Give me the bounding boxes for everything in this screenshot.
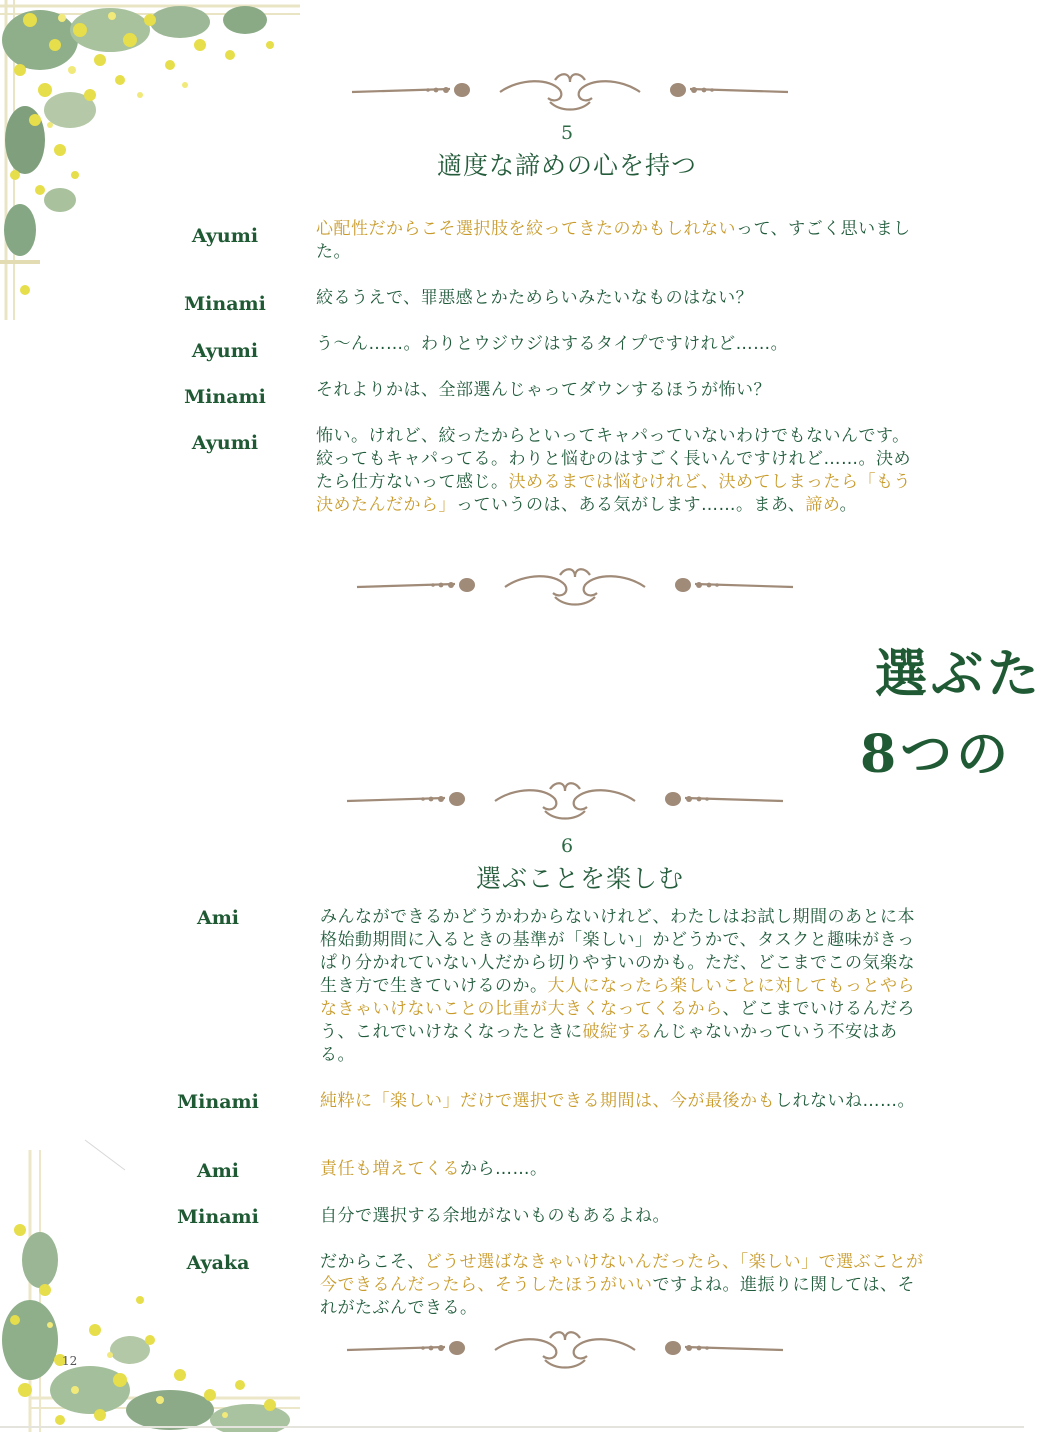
page-number: 12 [62,1354,78,1368]
speech-text [320,1251,926,1320]
chapter-heading: 選ぶた [875,644,1043,705]
speaker-name: Minami [177,1091,259,1113]
flourish-divider-icon [350,68,790,114]
speaker-name: Minami [177,1206,259,1228]
mimosa-corner-top-left [0,0,300,320]
speech-text [316,333,926,356]
speaker-name: Ayumi [191,225,259,247]
speaker-name: Ami [196,1160,240,1182]
section-number: 6 [560,835,574,857]
section-number: 5 [560,122,574,144]
highlighted-text: どうせ選ばなきゃいけないんだったら、「楽しい」で選ぶことが今できるんだったら、そうしたほうがいい [320,1252,924,1295]
section-title: 選ぶことを楽しむ [475,864,684,893]
flourish-divider-icon [355,563,795,609]
highlighted-text: 破綻する [582,1022,653,1042]
bottom-border [0,1426,1024,1428]
body-text: 絞るうえで、罪悪感とかためらいみたいなものはない？ [316,288,754,308]
body-text: 、どこまでいけるんだろう、これでいけなくなったときに [320,999,915,1042]
speech-text [320,1205,926,1228]
body-text: ですよね。進振りに関しては、それがたぶんできる。 [320,1275,915,1318]
body-text: 。 [839,495,858,515]
speaker-name: Ayumi [191,340,259,362]
body-text: しれないね……。 [775,1091,915,1111]
body-text: う～ん……。わりとウジウジはするタイプですけれど……。 [316,334,789,354]
body-text: んじゃないかっていう不安はある。 [320,1022,898,1065]
flourish-divider-icon [345,777,785,823]
highlighted-text: 決めるまでは悩むけれど、決めてしまったら「もう決めたんだから」 [316,472,911,515]
speaker-name: Ayaka [186,1252,250,1274]
section-title: 適度な諦めの心を持つ [436,151,697,180]
body-text: だからこそ、 [320,1252,425,1272]
speech-text [316,425,926,517]
body-text: っていうのは、ある気がします……。まあ、 [456,495,806,515]
speaker-name: Minami [184,386,266,408]
speaker-name: Ayumi [191,432,259,454]
body-text: って、すごく思いました。 [316,219,911,262]
highlighted-text: 責任も増えてくる [320,1159,460,1179]
body-text: 怖い。けれど、絞ったからといってキャパっていないわけでもないんです。絞ってもキャパってる。わりと悩むのはすごく長いんですけれど……。決めたら仕方ないって感じ。 [316,426,911,492]
speech-text [316,287,926,310]
body-text: みんなができるかどうかわからないけれど、わたしはお試し期間のあとに本格始動期間に入るときの基準が「楽しい」かどうかで、タスクと趣味がきっぱり分かれていない人だから切りやすいのかも。ただ、どこまでこの気楽な生き方で生きていけるのか。 [320,907,915,996]
mimosa-corner-bottom-left [0,1140,310,1432]
speech-text [320,1090,926,1113]
highlighted-text: 純粋に「楽しい」だけで選択できる期間は、今が最後かも [320,1091,775,1111]
speaker-name: Ami [196,907,240,929]
chapter-subheading: 8つの [860,724,1013,785]
highlighted-text: 諦め [805,495,840,515]
body-text: 自分で選択する余地がないものもあるよね。 [320,1206,670,1226]
speaker-name: Minami [184,293,266,315]
body-text: それよりかは、全部選んじゃってダウンするほうが怖い？ [316,380,771,400]
body-text: から……。 [460,1159,548,1179]
speech-text [316,379,926,402]
speech-text [320,906,926,1067]
highlighted-text: 心配性だからこそ選択肢を絞ってきたのかもしれない [316,219,736,239]
speech-text [316,218,926,264]
speech-text [320,1158,926,1181]
highlighted-text: 大人になったら楽しいことに対してもっとやらなきゃいけないことの比重が大きくなってくるから [320,976,915,1019]
flourish-divider-icon [345,1326,785,1372]
